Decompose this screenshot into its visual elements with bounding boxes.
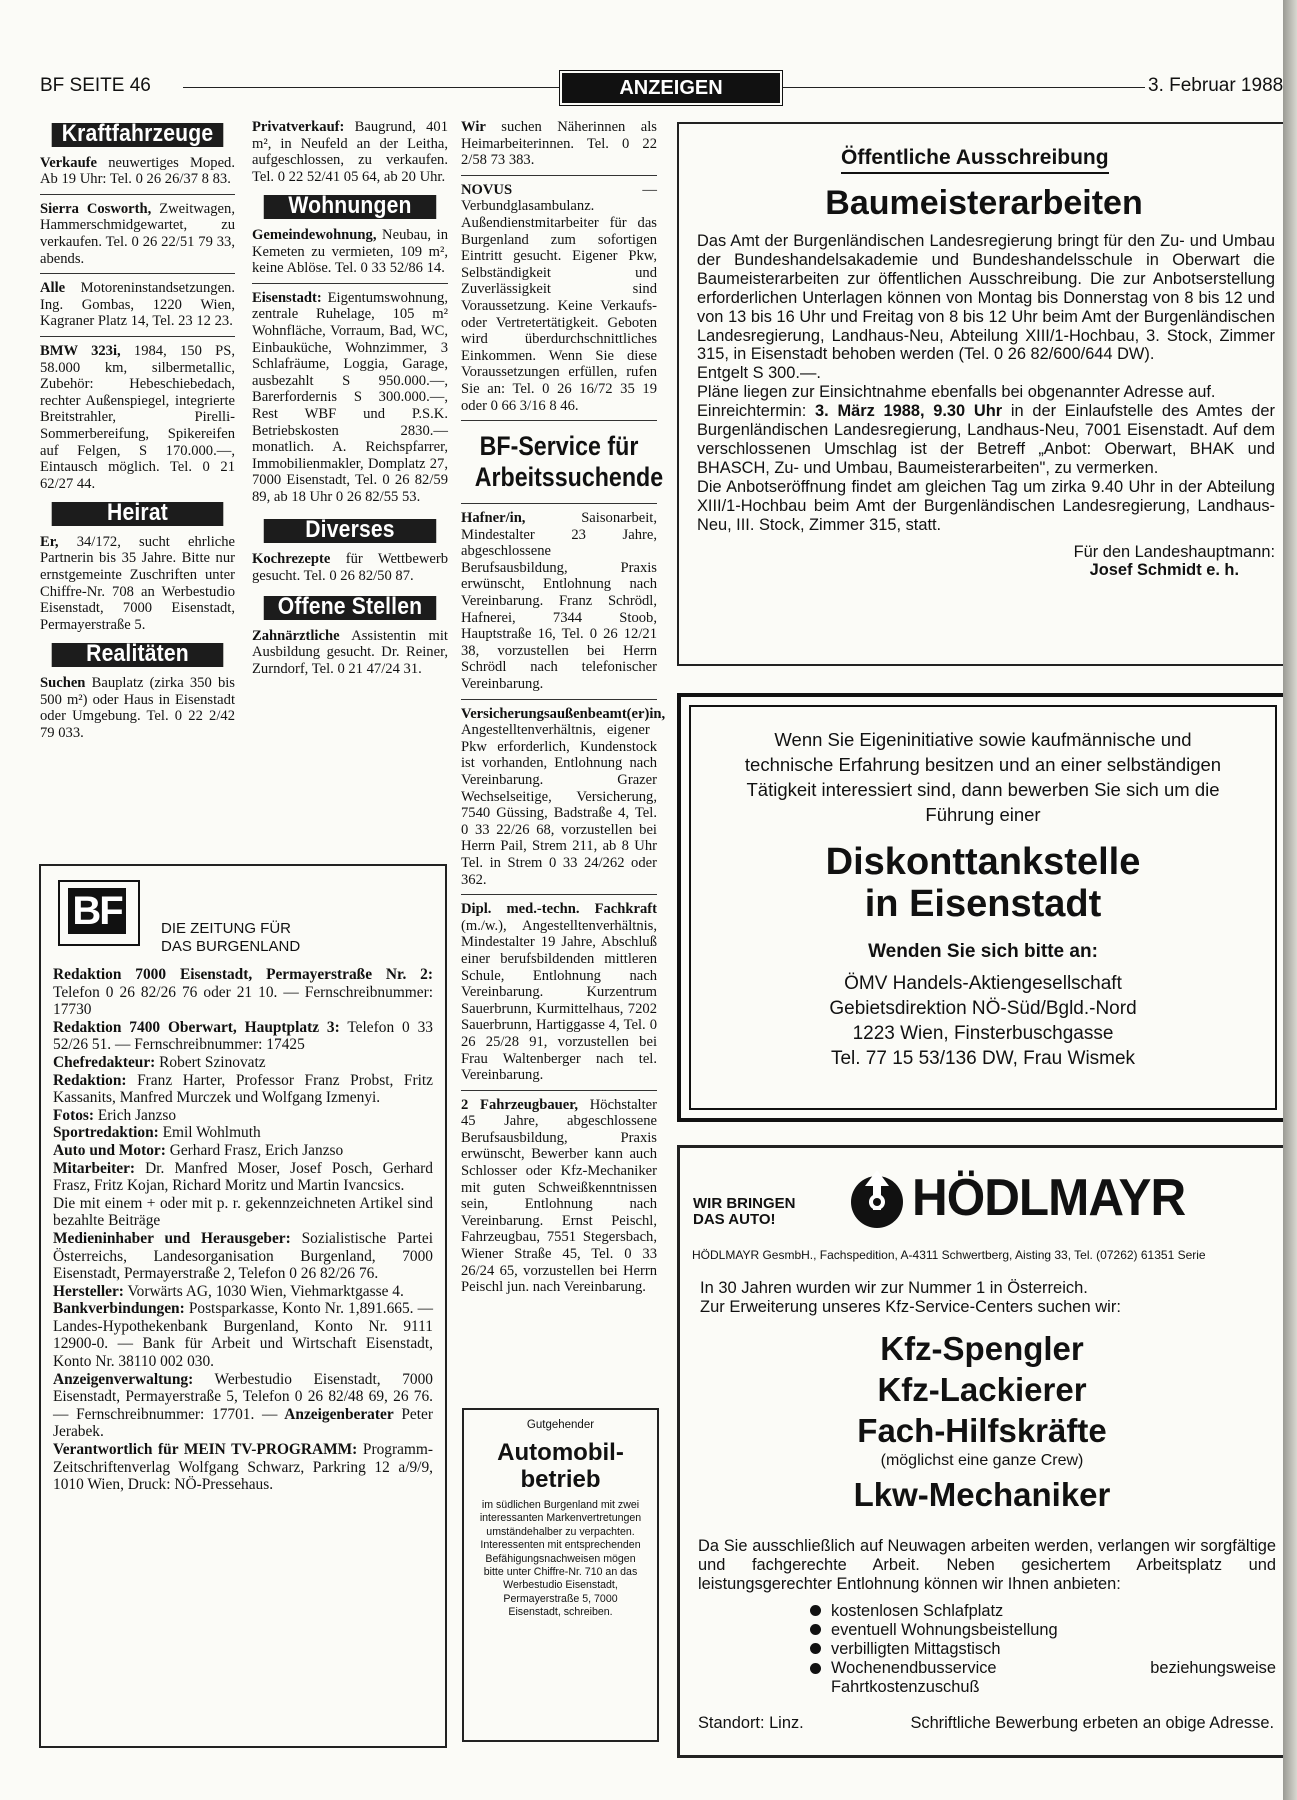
list-item: kostenlosen Schlafplatz <box>810 1602 1276 1621</box>
ad-body: Das Amt der Burgenländischen Landesregierung bringt für den Zu- und Umbau der Bundeshandelsakademie und Bundeshandelsschule in Oberwart die Baumeisterarbeiten zur öffentlichen Ausschreibung. Die zur Anbotserstellung erforderlichen Unterlagen können von Montag bis Donnerstag von 8 bis 12 und von 13 bis 16 Uhr und Freitag von 8 bis 12 Uhr beim Amt der Burgenländischen Landesregierung, Landhaus-Neu, Abteilung XIII/1-Hochbau, 3. Stock, Zimmer 315, in Eisenstadt behoben werden (Tel. 0 26 82/600/644 DW). Entgelt S 300.—. Pläne liegen zur Einsichtnahme ebenfalls bei obgenannter Adresse auf. Einreichtermin: 3. März 1988, 9.30 Uhr in der Einlaufstelle des Amtes der Burgenländischen Landesregierung, Landhaus-Neu, 7001 Eisenstadt. Auf dem verschlossenen Umschlag ist der Betreff „Anbot: Oberwart, BHAK und BHASCH, Zu- und Umbau, Baumeisterarbeiten", zu vermerken. Die Anbotseröffnung findet am gleichen Tag um zirka 9.40 Uhr in der Abteilung XIII/1-Hochbau beim Amt der Burgenländischen Landesregierung, Landhaus-Neu, III. Stock, Zimmer 315, statt. Für den Landeshauptmann: Josef Schmidt e. h. <box>697 232 1275 580</box>
classified-ad: NOVUS — Verbundglasambulanz. Außendienstmitarbeiter für das Burgenland zum sofortigen Eintritt gesucht. Eigener Pkw, Selbständigkeit und Zuverlässigkeit sind Voraussetzung. Keine Verkaufs- oder Vertretertätigkeit. Geboten wird überdurchschnittliches Einkommen. Wenn Sie diese Voraussetzungen erfüllen, rufen Sie an: Tel. 0 26 16/72 35 19 oder 0 66 3/16 8 46. <box>461 181 657 414</box>
impressum-box <box>39 864 447 1748</box>
contact-heading: Wenden Sie sich bitte an: <box>868 941 1098 962</box>
section-label: ANZEIGEN <box>562 73 780 103</box>
list-item: Wochenendbusservice beziehungsweise Fahrtkostenzuschuß <box>810 1659 1276 1697</box>
classified-ad: Kochrezepte für Wettbewerb gesucht. Tel. 0 26 82/50 87. <box>252 551 448 584</box>
classified-ad: Sierra Cosworth, Zweitwagen, Hammerschmidgewartet, zu verkaufen. Tel. 0 26 22/51 79 33, abends. <box>40 200 235 267</box>
classified-ad: BMW 323i, 1984, 150 PS, 58.000 km, silbermetallic, Zubehör: Hebeschiebedach, rechter Außenspiegel, integrierte Breitstrahler, Pirelli-Sommerbereifung, Spikereifen auf Felgen, S 170.000.—, Eintausch möglich. Tel. 0 21 62/27 44. <box>40 342 235 492</box>
omv-ad <box>689 705 1277 1110</box>
ad-body: im südlichen Burgenland mit zwei interessanten Markenvertretungen umständehalber zu verpachten. Interessenten mit entsprechenden Befähigungsnachweisen mögen bitte unter Chiffre-Nr. 710 an das Werbestudio Eisenstadt, Permayerstraße 5, 7000 Eisenstadt, schreiben. <box>479 1499 642 1619</box>
ad-kicker: Öffentliche Ausschreibung <box>841 146 1109 174</box>
ad-title: in Eisenstadt <box>864 883 1102 925</box>
ad-title: Diskonttankstelle <box>825 841 1141 883</box>
rubric-wohnungen: Wohnungen <box>264 195 436 219</box>
rubric-offene-stellen: Offene Stellen <box>264 596 436 620</box>
column-3 <box>461 119 666 1302</box>
benefit-list <box>810 1602 1276 1697</box>
hoedlmayr-ad <box>677 1145 1287 1758</box>
list-item: eventuell Wohnungsbeistellung <box>810 1621 1276 1640</box>
ad-title: Baumeisterarbeiten <box>825 184 1143 222</box>
list-item: verbilligten Mittagstisch <box>810 1640 1276 1659</box>
job-ad: 2 Fahrzeugbauer, Höchstalter 45 Jahre, abgeschlossene Berufsausbildung, Praxis erwünscht, Bewerber kann auch Schlosser oder Kfz-Mechaniker mit guten Schweißkenntnissen sein, Entlohnung nach Vereinbarung. Ernst Peischl, Fahrzeugbau, 7551 Stegersbach, Wiener Straße 45, Tel. 0 33 26/24 65, vorzustellen bei Herrn Peischl jun. nach Vereinbarung. <box>461 1096 657 1296</box>
job-ad: Hafner/in, Saisonarbeit, Mindestalter 23 Jahre, abgeschlossene Berufsausbildung, Praxis erwünscht, Entlohnung nach Vereinbarung. Franz Schrödl, Hafnerei, 7344 Stoob, Hauptstraße 16, Tel. 0 26 12/21 38, vorzustellen bei Herrn Schrödl nach telefonischer Vereinbarung. <box>461 510 657 693</box>
ad-title: Automobil-betrieb <box>497 1439 624 1493</box>
page-number: BF SEITE 46 <box>40 75 151 96</box>
impressum-text: Redaktion 7000 Eisenstadt, Permayerstraße Nr. 2: Telefon 0 26 82/26 76 oder 21 10. — Fernschreibnummer: 17730 Redaktion 7400 Oberwart, Hauptplatz 3: Telefon 0 33 52/26 51. — Fernschreibnummer: 17425 Chefredakteur: Robert Szinovatz Redaktion: Franz Harter, Professor Franz Probst, Fritz Kassanits, Manfred Murczek und Wolfgang Izmenyi. Fotos: Erich Janzso Sportredaktion: Emil Wohlmuth Auto und Motor: Gerhard Frasz, Erich Janzso Mitarbeiter: Dr. Manfred Moser, Josef Posch, Gerhard Frasz, Fritz Kojan, Richard Moritz und Martin Ivancsics. Die mit einem + oder mit p. r. gekennzeichneten Artikel sind bezahlte Beiträge Medieninhaber und Herausgeber: Sozialistische Partei Österreichs, Landesorganisation Burgenland, 7000 Eisenstadt, Permayerstraße 2, Telefon 0 26 82/26 76. Hersteller: Vorwärts AG, 1030 Wien, Viehmarktgasse 4. Bankverbindungen: Postsparkasse, Konto Nr. 1,891.665. — Landes-Hypothekenbank Burgenland, Konto Nr. 9111 12900-0. — Bank für Arbeit und Wirtschaft Eisenstadt, Konto Nr. 38110 002 030. Anzeigenverwaltung: Werbestudio Eisenstadt, 7000 Eisenstadt, Permayerstraße 5, Telefon 0 26 82/48 69, 26 76. — Fernschreibnummer: 17701. — Anzeigenberater Peter Jerabek. Verantwortlich für MEIN TV-PROGRAMM: Programm-Zeitschriftenverlag Wolfgang Schwarz, Parkring 12 a/9/9, 1010 Wien, Druck: NÖ-Pressehaus. <box>53 966 434 1494</box>
hoedlmayr-logo-icon <box>845 1166 909 1230</box>
rubric-heirat: Heirat <box>52 502 224 526</box>
classified-ad: Er, 34/172, sucht ehrliche Partnerin bis 35 Jahre. Bitte nur ernstgemeinte Zuschriften unter Chiffre-Nr. 708 an Werbestudio Eisenstadt, 7000 Eisenstadt, Permayerstraße 5. <box>40 533 235 633</box>
slogan: WIR BRINGEN DAS AUTO! <box>693 1195 796 1228</box>
page-edge <box>1283 0 1297 1800</box>
rubric-realitaeten: Realitäten <box>52 643 224 667</box>
ad-body: Da Sie ausschließlich auf Neuwagen arbeiten werden, verlangen wir sorgfältige und fachgerechte Arbeit. Neben gesichertem Arbeitsplatz und leistungsgerechter Entlohnung können wir Ihnen anbieten: <box>698 1537 1276 1593</box>
column-2 <box>252 119 448 684</box>
classified-ad: Alle Motoreninstandsetzungen. Ing. Gombas, 1220 Wien, Kagraner Platz 14, Tel. 23 12 23. <box>40 280 235 330</box>
ad-intro: Wenn Sie Eigeninitiative sowie kaufmännische und technische Erfahrung besitzen und an einer selbständigen Tätigkeit interessiert sind, dann bewerben Sie sich um die Führung einer <box>744 729 1222 825</box>
classified-ad: Suchen Bauplatz (zirka 350 bis 500 m²) oder Haus in Eisenstadt oder Umgebung. Tel. 0 22 2/42 79 033. <box>40 675 235 741</box>
company-address: HÖDLMAYR GesmbH., Fachspedition, A-4311 Schwertberg, Aisting 33, Tel. (07262) 61351 Serie <box>692 1248 1206 1262</box>
service-heading: BF-Service für Arbeitssuchende <box>474 431 664 493</box>
bf-logo-mark: BF <box>68 888 126 934</box>
ausschreibung-ad <box>677 122 1285 666</box>
classified-ad: Privatverkauf: Baugrund, 401 m², in Neufeld an der Leitha, aufgeschlossen, zu verkaufen. Tel. 0 22 52/41 05 64, ab 20 Uhr. <box>252 119 448 185</box>
classified-ad: Verkaufe neuwertiges Moped. Ab 19 Uhr: Tel. 0 26 26/37 8 83. <box>40 154 235 188</box>
ad-kicker: Gutgehender <box>526 1419 595 1431</box>
job-list: Kfz-Spengler Kfz-Lackierer Fach-Hilfskräfte (möglichst eine ganze Crew) Lkw-Mechaniker <box>853 1330 1111 1513</box>
classified-ad: Zahnärztliche Assistentin mit Ausbildung gesucht. Dr. Reiner, Zurndorf, Tel. 0 21 47/24 31. <box>252 627 448 678</box>
column-1 <box>40 121 235 747</box>
bf-logo <box>58 880 140 946</box>
classified-ad: Eisenstadt: Eigentumswohnung, zentrale Ruhelage, 105 m² Wohnfläche, Vorraum, Bad, WC, Einbauküche, Wohnzimmer, 3 Schlafräume, Loggia, Garage, ausbezahlt S 950.000.—, Barerfordernis S 300.000.—, Rest WBF und P.S.K. Betriebskosten 2830.— monatlich. A. Reichspfarrer, Immobilienmakler, Domplatz 27, 7000 Eisenstadt, Tel. 0 26 82/59 89, ab 18 Uhr 0 26 82/55 53. <box>252 289 448 505</box>
contact-details: ÖMV Handels-Aktiengesellschaft Gebietsdirektion NÖ-Süd/Bgld.-Nord 1223 Wien, Finsterbuschgasse Tel. 77 15 53/136 DW, Frau Wismek <box>829 973 1137 1069</box>
automobilbetrieb-ad <box>462 1408 659 1742</box>
ad-intro: In 30 Jahren wurden wir zur Nummer 1 in Österreich. Zur Erweiterung unseres Kfz-Service-Centers suchen wir: <box>700 1279 1121 1316</box>
omv-ad-frame <box>677 693 1289 1122</box>
application-note: Schriftliche Bewerbung erbeten an obige Adresse. <box>910 1714 1274 1732</box>
job-ad: Versicherungsaußenbeamt(er)in, Angestelltenverhältnis, eigener Pkw erforderlich, Kundenstock ist vorhanden, Entlohnung nach Vereinbarung. Grazer Wechselseitige, Versicherung, 7540 Güssing, Badstraße 4, Tel. 0 33 22/26 68, vorzustellen bei Herrn Pail, Strem 211, ab 8 Uhr Tel. in Strem 0 33 24/262 oder 362. <box>461 705 666 888</box>
brand-name: HÖDLMAYR <box>912 1169 1186 1227</box>
classified-ad: Gemeindewohnung, Neubau, in Kemeten zu vermieten, 109 m², keine Ablöse. Tel. 0 33 52/86 14. <box>252 226 448 277</box>
header-rule-right <box>783 87 1145 88</box>
header-rule-left <box>183 87 560 88</box>
rubric-kraftfahrzeuge: Kraftfahrzeuge <box>52 123 224 147</box>
rubric-diverses: Diverses <box>264 519 436 543</box>
tagline: DIE ZEITUNG FÜR DAS BURGENLAND <box>161 920 301 955</box>
classified-ad: Wir suchen Näherinnen als Heimarbeiterinnen. Tel. 0 22 2/58 73 383. <box>461 119 657 169</box>
job-ad: Dipl. med.-techn. Fachkraft (m./w.), Angestelltenverhältnis, Mindestalter 19 Jahre, Abschluß einer berufsbildenden mittleren Schule, Entlohnung nach Vereinbarung. Kurzentrum Sauerbrunn, Kurmittelhaus, 7202 Sauerbrunn, Hartiggasse 4, Tel. 0 26 25/28 91, vorzustellen bei Frau Waltenberger nach tel. Vereinbarung. <box>461 901 657 1084</box>
location: Standort: Linz. <box>698 1714 804 1732</box>
issue-date: 3. Februar 1988 <box>1148 75 1284 96</box>
